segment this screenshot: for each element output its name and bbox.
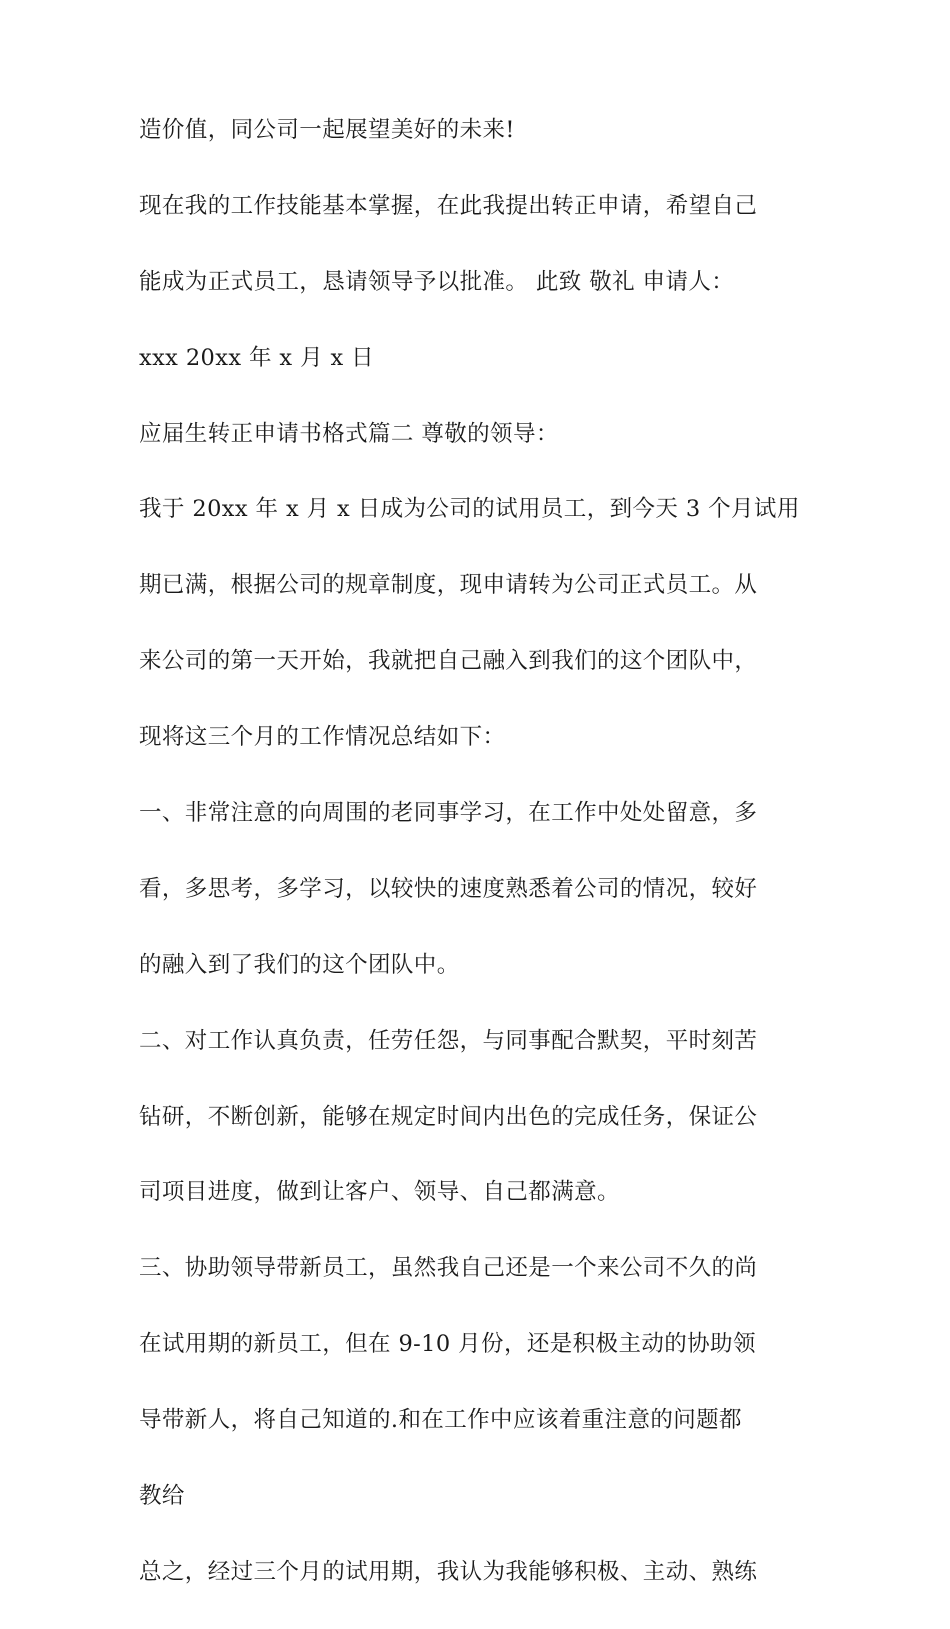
text-line: 教给 <box>139 1483 185 1510</box>
text-line: 来公司的第一天开始，我就把自己融入到我们的这个团队中， <box>139 648 758 675</box>
text-line: 我于 20xx 年 x 月 x 日成为公司的试用员工，到今天 3 个月试用 <box>139 496 800 523</box>
text-line: 看，多思考，多学习，以较快的速度熟悉着公司的情况，较好 <box>139 875 758 902</box>
text-line: 二、对工作认真负责，任劳任怨，与同事配合默契，平时刻苦 <box>139 1027 758 1054</box>
text-line: 一、非常注意的向周围的老同事学习，在工作中处处留意，多 <box>139 800 758 827</box>
text-line: 应届生转正申请书格式篇二 尊敬的领导： <box>139 420 559 447</box>
text-line: 总之，经过三个月的试用期，我认为我能够积极、主动、熟练 <box>139 1558 758 1585</box>
text-line: 司项目进度，做到让客户、领导、自己都满意。 <box>139 1179 620 1206</box>
text-line: 钻研，不断创新，能够在规定时间内出色的完成任务，保证公 <box>139 1103 758 1130</box>
text-line: 导带新人，将自己知道的.和在工作中应该着重注意的问题都 <box>139 1407 742 1434</box>
text-line: 造价值，同公司一起展望美好的未来! <box>139 117 515 143</box>
text-line: 三、协助领导带新员工，虽然我自己还是一个来公司不久的尚 <box>139 1255 758 1282</box>
text-line: 期已满，根据公司的规章制度，现申请转为公司正式员工。从 <box>139 572 758 599</box>
text-line: 现将这三个月的工作情况总结如下： <box>139 724 506 751</box>
text-line: 现在我的工作技能基本掌握，在此我提出转正申请，希望自己 <box>139 192 758 219</box>
document-body <box>139 111 819 1629</box>
text-line: 在试用期的新员工，但在 9-10 月份，还是积极主动的协助领 <box>139 1331 756 1358</box>
text-line: 的融入到了我们的这个团队中。 <box>139 951 460 978</box>
text-line: 能成为正式员工，恳请领导予以批准。 此致 敬礼 申请人： <box>139 268 735 295</box>
text-line: xxx 20xx 年 x 月 x 日 <box>139 344 375 371</box>
